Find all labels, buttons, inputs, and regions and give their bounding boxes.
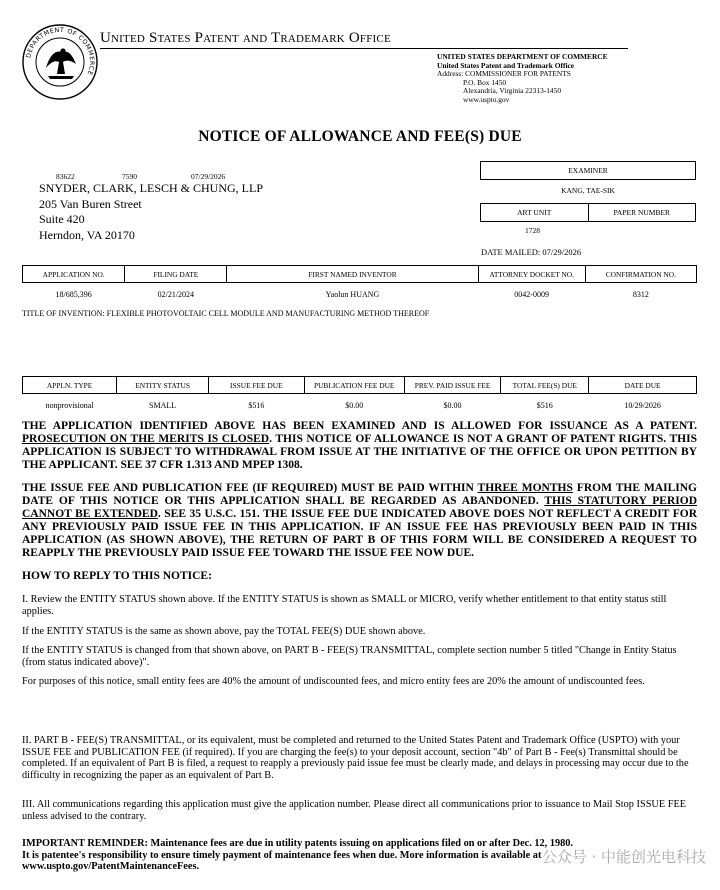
dept-line-5: Alexandria, Virginia 22313-1450 bbox=[463, 86, 562, 96]
section-2-para: II. PART B - FEE(S) TRANSMITTAL, or its equivalent, must be completed and returned to the United States Patent and Trademark Office (USPTO) with your ISSUE FEE and PUBLICATION FEE (if required). If you are charging the fee(s) to your deposit account, section "4b" of Part B - Fee(s) Transmittal should be completed. If an equivalent of Part B is filed, a request to reapply a previously paid issue fee must be clearly made, and delays in processing may occur due to the difficulty in recognizing the paper as an equivalent of Part B. bbox=[22, 735, 689, 781]
address-line-2: 205 Van Buren Street bbox=[39, 196, 142, 211]
date-mailed: DATE MAILED: 07/29/2026 bbox=[481, 247, 582, 257]
col-total-fees-due: TOTAL FEE(S) DUE bbox=[501, 377, 589, 394]
section-1-para-1: I. Review the ENTITY STATUS shown above. If the ENTITY STATUS is shown as SMALL or MICRO, verify whether entitlement to that entity status still applies. bbox=[22, 594, 667, 617]
reminder-line-2: It is patentee's responsibility to ensure timely payment of maintenance fees when due. More information is available at bbox=[22, 849, 542, 861]
office-title: United States Patent and Trademark Office bbox=[100, 30, 391, 46]
statutory-period-text: THIS STATUTORY PERIOD CANNOT BE EXTENDED bbox=[22, 495, 697, 520]
dept-line-6: www.uspto.gov bbox=[463, 94, 510, 104]
fee-text-c: FROM THE MAILING DATE OF THIS NOTICE OR THIS APPLICATION SHALL BE REGARDED AS ABANDONED. bbox=[22, 482, 697, 507]
first-inventor: Yaolun HUANG bbox=[325, 289, 380, 299]
dept-line-3: Address: COMMISSIONER FOR PATENTS bbox=[437, 69, 571, 79]
address-line-1: SNYDER, CLARK, LESCH & CHUNG, LLP bbox=[39, 181, 264, 195]
notice-title: NOTICE OF ALLOWANCE AND FEE(S) DUE bbox=[198, 128, 522, 145]
col-date-due: DATE DUE bbox=[589, 377, 697, 394]
col-entity-status: ENTITY STATUS bbox=[117, 377, 209, 394]
section-1-para-2: If the ENTITY STATUS is the same as shown above, pay the TOTAL FEE(S) DUE shown above. bbox=[22, 626, 426, 637]
col-first-inventor: FIRST NAMED INVENTOR bbox=[227, 266, 478, 283]
art-unit-box bbox=[480, 203, 696, 222]
dept-line-4: P.O. Box 1450 bbox=[463, 77, 507, 87]
issue-fee-due: $516 bbox=[248, 400, 265, 410]
section-3-para: III. All communications regarding this application must give the application number. Please direct all communications prior to issuance to Mail Stop ISSUE FEE unless advised to the contrary. bbox=[22, 799, 687, 822]
three-months-text: THREE MONTHS bbox=[477, 482, 573, 494]
prev-paid-issue-fee: $0.00 bbox=[443, 400, 462, 410]
seal-text: DEPARTMENT OF COMMERCE bbox=[25, 26, 96, 77]
application-table bbox=[22, 265, 697, 305]
section-1-para-4: For purposes of this notice, small entity fees are 40% the amount of undiscounted fees, and micro entity fees are 20% the amount of undiscounted fees. bbox=[22, 676, 645, 687]
address-line-4: Herndon, VA 20170 bbox=[39, 227, 135, 242]
col-attorney-docket: ATTORNEY DOCKET NO. bbox=[478, 266, 585, 283]
uspto-seal-logo bbox=[22, 24, 98, 100]
dept-line-1: UNITED STATES DEPARTMENT OF COMMERCE bbox=[437, 52, 608, 61]
col-prev-paid-issue-fee: PREV. PAID ISSUE FEE bbox=[404, 377, 501, 394]
application-no: 18/685,396 bbox=[55, 289, 92, 299]
art-unit-label: ART UNIT bbox=[481, 204, 589, 222]
code-number: 7590 bbox=[122, 172, 137, 181]
dept-line-2: United States Patent and Trademark Office bbox=[437, 60, 575, 70]
date-due: 10/29/2026 bbox=[624, 400, 661, 410]
prosecution-closed-text: PROSECUTION ON THE MERITS IS CLOSED bbox=[22, 433, 270, 445]
attorney-docket: 0042-0009 bbox=[514, 289, 549, 299]
allowance-statement bbox=[22, 420, 697, 472]
allowance-text-a: THE APPLICATION IDENTIFIED ABOVE HAS BEEN EXAMINED AND IS ALLOWED FOR ISSUANCE AS A PATENT. bbox=[22, 420, 697, 432]
col-issue-fee-due: ISSUE FEE DUE bbox=[209, 377, 305, 394]
title-of-invention: TITLE OF INVENTION: FLEXIBLE PHOTOVOLTAIC CELL MODULE AND MANUFACTURING METHOD THEREOF bbox=[22, 309, 430, 318]
how-to-reply-heading: HOW TO REPLY TO THIS NOTICE: bbox=[22, 570, 212, 582]
reminder-line-3: www.uspto.gov/PatentMaintenanceFees. bbox=[22, 861, 200, 872]
header-divider bbox=[100, 48, 628, 49]
examiner-label: EXAMINER bbox=[481, 162, 696, 180]
publication-fee-due: $0.00 bbox=[345, 400, 364, 410]
col-publication-fee-due: PUBLICATION FEE DUE bbox=[304, 377, 404, 394]
department-address bbox=[437, 53, 608, 105]
customer-number: 83622 bbox=[56, 172, 75, 181]
examiner-box bbox=[480, 161, 696, 200]
total-fees-due: $516 bbox=[536, 400, 553, 410]
art-unit-value: 1728 bbox=[525, 226, 540, 235]
confirmation-no: 8312 bbox=[632, 289, 649, 299]
entity-status: SMALL bbox=[149, 400, 177, 410]
code-date: 07/29/2026 bbox=[191, 172, 226, 181]
fee-text-e: . SEE 35 U.S.C. 151. THE ISSUE FEE DUE INDICATED ABOVE DOES NOT REFLECT A CREDIT FOR ANY PREVIOUSLY PAID ISSUE FEE IN THIS APPLICATION. IF AN ISSUE FEE HAS PREVIOUSLY BEEN PAID IN THIS APPLICATION (AS SHOWN ABOVE), THE RETURN OF PART B OF THIS FORM WILL BE CONSIDERED A REQUEST TO REAPPLY THE PREVIOUSLY PAID ISSUE FEE TOWARD THE ISSUE FEE NOW DUE. bbox=[22, 508, 698, 559]
allowance-text-c: . THIS NOTICE OF ALLOWANCE IS NOT A GRANT OF PATENT RIGHTS. THIS APPLICATION IS SUBJECT TO WITHDRAWAL FROM ISSUE AT THE INITIATIVE OF THE OFFICE OR UPON PETITION BY THE APPLICANT. SEE 37 CFR 1.313 AND MPEP 1308. bbox=[22, 433, 697, 471]
col-confirmation-no: CONFIRMATION NO. bbox=[585, 266, 696, 283]
reminder-line-1: IMPORTANT REMINDER: Maintenance fees are due in utility patents issuing on applications filed on or after Dec. 12, 1980. bbox=[22, 838, 573, 849]
fee-table bbox=[22, 376, 697, 416]
fee-payment-statement bbox=[22, 482, 697, 560]
paper-number-label: PAPER NUMBER bbox=[588, 204, 696, 222]
examiner-name: KANG, TAE-SIK bbox=[561, 185, 615, 195]
appln-type: nonprovisional bbox=[45, 400, 94, 410]
col-application-no: APPLICATION NO. bbox=[23, 266, 125, 283]
fee-text-a: THE ISSUE FEE AND PUBLICATION FEE (IF REQUIRED) MUST BE PAID WITHIN bbox=[22, 482, 478, 494]
filing-date: 02/21/2024 bbox=[157, 289, 195, 299]
correspondence-address bbox=[39, 181, 263, 243]
address-line-3: Suite 420 bbox=[39, 212, 85, 226]
col-appln-type: APPLN. TYPE bbox=[23, 377, 117, 394]
watermark-text: 公众号 · 中能创光电科技 bbox=[541, 848, 706, 866]
col-filing-date: FILING DATE bbox=[125, 266, 227, 283]
section-1-para-3: If the ENTITY STATUS is changed from that shown above, on PART B - FEE(S) TRANSMITTAL, complete section number 5 titled "Change in Entity Status (from status indicated above)". bbox=[22, 645, 677, 668]
